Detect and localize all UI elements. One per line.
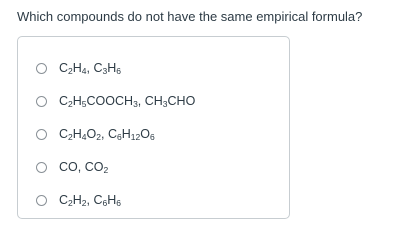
formula-subscript: 2	[81, 198, 87, 208]
formula-text: CHO	[167, 94, 196, 108]
answer-option-3[interactable]	[36, 125, 155, 143]
formula-text: O	[140, 127, 150, 141]
formula-subscript: 6	[116, 132, 122, 142]
radio-button[interactable]	[36, 162, 47, 173]
answer-options-box	[17, 36, 290, 219]
formula-subscript: 4	[81, 66, 87, 76]
answer-label	[59, 193, 121, 207]
formula-text: O	[86, 127, 97, 141]
formula-subscript: 6	[116, 198, 122, 208]
answer-label	[59, 160, 108, 174]
formula-text: H	[72, 127, 82, 141]
formula-subscript: 3	[133, 99, 138, 109]
formula-text: , C	[101, 127, 117, 141]
formula-text: CO, CO	[59, 160, 104, 174]
formula-subscript: 2	[68, 198, 73, 208]
formula-text: , C	[86, 193, 103, 207]
formula-subscript: 2	[68, 66, 73, 76]
radio-button[interactable]	[36, 63, 47, 74]
answer-option-4[interactable]	[36, 158, 108, 176]
formula-text: H	[72, 193, 82, 207]
formula-text: C	[59, 193, 69, 207]
formula-text: COOCH	[86, 94, 134, 108]
formula-text: H	[121, 127, 131, 141]
answer-option-1[interactable]	[36, 59, 121, 77]
formula-text: C	[59, 127, 69, 141]
radio-button[interactable]	[36, 195, 47, 206]
formula-subscript: 2	[68, 99, 73, 109]
answer-label	[59, 127, 155, 141]
formula-text: C	[59, 61, 69, 75]
formula-subscript: 4	[81, 132, 87, 142]
formula-text: H	[72, 61, 82, 75]
question-text: Which compounds do not have the same empirical formula?	[17, 9, 363, 24]
formula-subscript: 2	[68, 132, 73, 142]
formula-text: H	[107, 61, 117, 75]
formula-subscript: 3	[102, 66, 108, 76]
formula-subscript: 2	[103, 165, 109, 175]
formula-text: H	[107, 193, 117, 207]
radio-button[interactable]	[36, 96, 47, 107]
radio-button[interactable]	[36, 129, 47, 140]
formula-text: H	[72, 94, 82, 108]
formula-subscript: 2	[96, 132, 101, 142]
answer-option-5[interactable]	[36, 191, 121, 209]
formula-text: , CH	[137, 94, 163, 108]
formula-subscript: 12	[130, 132, 141, 142]
formula-subscript: 5	[81, 99, 87, 109]
answer-option-2[interactable]	[36, 92, 195, 110]
formula-text: , C	[86, 61, 103, 75]
answer-label	[59, 94, 195, 108]
formula-text: C	[59, 94, 69, 108]
answer-label	[59, 61, 121, 75]
formula-subscript: 6	[149, 132, 155, 142]
formula-subscript: 6	[102, 198, 108, 208]
formula-subscript: 3	[162, 99, 168, 109]
formula-subscript: 6	[116, 66, 122, 76]
